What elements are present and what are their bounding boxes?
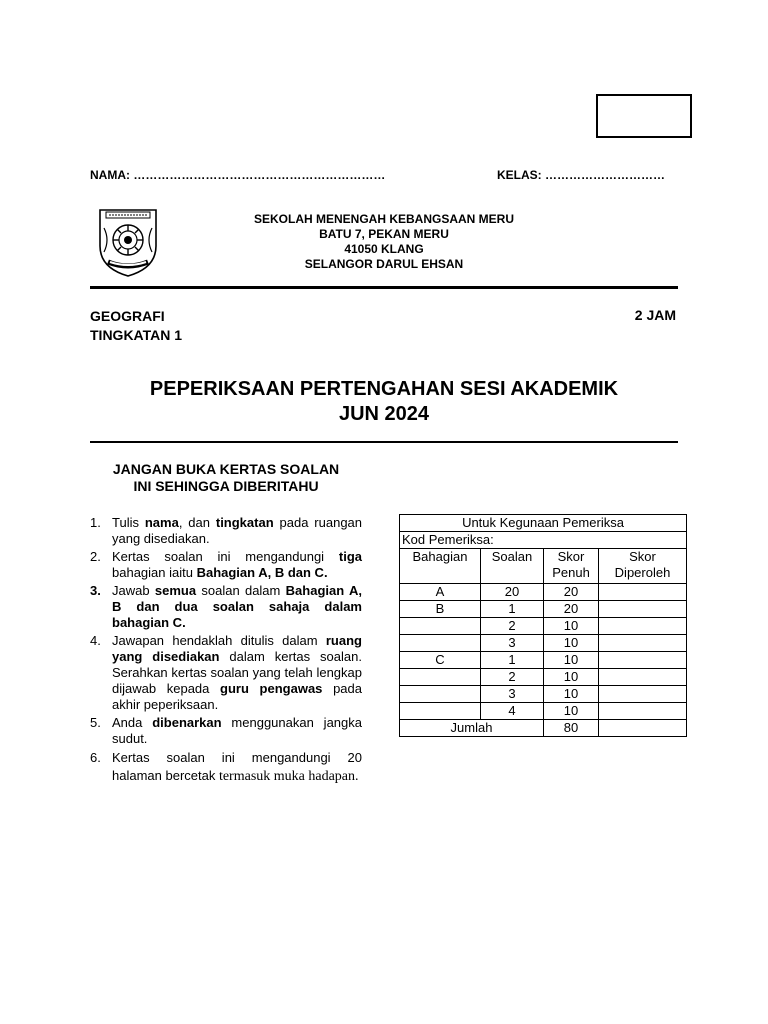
cell-soalan: 1 (481, 601, 544, 618)
table-row (400, 703, 687, 720)
instruction-item (90, 583, 362, 631)
instruction-item (90, 515, 362, 547)
cell-skor-penuh: 10 (544, 618, 599, 635)
instruction-number: 6. (90, 750, 101, 765)
cell-soalan: 1 (481, 652, 544, 669)
cell-skor-diperoleh[interactable] (599, 652, 687, 669)
table-row (400, 669, 687, 686)
cell-skor-penuh: 10 (544, 669, 599, 686)
instruction-text: dalam kertas soalan. Serahkan kertas soalan yang telah lengkap dijawab kepada (112, 649, 362, 696)
total-value: 80 (544, 720, 599, 737)
warning-line1: JANGAN BUKA KERTAS SOALAN (112, 461, 340, 477)
instruction-text: Kertas soalan ini mengandungi 20 halaman bercetak (112, 750, 362, 783)
instruction-item (90, 715, 362, 747)
instruction-text: bahagian iaitu (112, 565, 197, 580)
school-crest-icon (92, 206, 164, 278)
instruction-emphasis: tiga (338, 549, 362, 564)
instruction-emphasis: ruang yang disediakan (112, 633, 362, 664)
header-skor-penuh: Skor Penuh (544, 549, 599, 584)
class-field[interactable]: KELAS: ………………………… (497, 168, 665, 182)
exam-duration: 2 JAM (634, 307, 676, 323)
cell-soalan: 3 (481, 635, 544, 652)
cell-skor-diperoleh[interactable] (599, 618, 687, 635)
instruction-emphasis: Bahagian A, B dan dua soalan sahaja dalam bahagian C. (112, 583, 362, 630)
subject-name: GEOGRAFI (90, 308, 165, 324)
instruction-text: termasuk muka hadapan. (218, 769, 359, 784)
title-divider (90, 441, 678, 443)
examiner-code-field[interactable]: Kod Pemeriksa: (400, 532, 687, 549)
cell-bahagian (400, 669, 481, 686)
cell-soalan: 20 (481, 584, 544, 601)
examiner-table (399, 514, 687, 737)
table-total-row (400, 720, 687, 737)
subject-block (90, 307, 182, 345)
cell-skor-diperoleh[interactable] (599, 686, 687, 703)
table-row (400, 652, 687, 669)
cell-bahagian (400, 703, 481, 720)
cell-bahagian: C (400, 652, 481, 669)
cell-bahagian: B (400, 601, 481, 618)
instruction-text: menggunakan jangka sudut. (112, 715, 362, 746)
instruction-text: Jawapan hendaklah ditulis dalam (112, 633, 326, 648)
instruction-text: pada akhir peperiksaan. (112, 681, 362, 712)
instruction-number: 2. (90, 549, 101, 564)
score-box (596, 94, 692, 138)
cell-skor-penuh: 20 (544, 584, 599, 601)
header-skor-diperoleh: Skor Diperoleh (599, 549, 687, 584)
cell-skor-diperoleh[interactable] (599, 601, 687, 618)
cell-soalan: 2 (481, 669, 544, 686)
instruction-text: Tulis (112, 515, 145, 530)
exam-title-line2: JUN 2024 (338, 403, 430, 425)
table-row (400, 635, 687, 652)
cell-skor-diperoleh[interactable] (599, 703, 687, 720)
name-field[interactable]: NAMA: ……………………………………………………… (90, 168, 386, 182)
cell-bahagian (400, 686, 481, 703)
school-address-line: BATU 7, PEKAN MERU (319, 227, 449, 241)
school-address (200, 212, 568, 272)
cell-skor-penuh: 20 (544, 601, 599, 618)
instruction-emphasis: nama (144, 515, 179, 530)
exam-title-line1: PEPERIKSAAN PERTENGAHAN SESI AKADEMIK (149, 378, 619, 400)
instruction-text: Kertas soalan ini mengandungi (112, 549, 339, 564)
cell-skor-diperoleh[interactable] (599, 669, 687, 686)
exam-title (90, 377, 678, 427)
instruction-emphasis: tingkatan (215, 515, 274, 530)
cell-bahagian (400, 635, 481, 652)
instruction-emphasis: guru pengawas (220, 681, 323, 696)
total-obtained[interactable] (599, 720, 687, 737)
cell-skor-diperoleh[interactable] (599, 584, 687, 601)
school-name: SEKOLAH MENENGAH KEBANGSAAN MERU (253, 212, 514, 226)
cell-skor-diperoleh[interactable] (599, 635, 687, 652)
header-bahagian: Bahagian (400, 549, 481, 584)
header-soalan: Soalan (481, 549, 544, 584)
instruction-number: 5. (90, 715, 101, 730)
cell-soalan: 3 (481, 686, 544, 703)
instruction-emphasis: semua (154, 583, 197, 598)
total-label: Jumlah (400, 720, 544, 737)
instructions-list (90, 515, 362, 788)
examiner-table-title: Untuk Kegunaan Pemeriksa (400, 515, 687, 532)
cell-skor-penuh: 10 (544, 652, 599, 669)
instruction-item (90, 749, 362, 786)
school-state: SELANGOR DARUL EHSAN (304, 257, 464, 271)
instruction-item (90, 549, 362, 581)
cell-skor-penuh: 10 (544, 703, 599, 720)
cell-soalan: 2 (481, 618, 544, 635)
instruction-number: 4. (90, 633, 101, 648)
instruction-text: soalan dalam (196, 583, 286, 598)
cell-skor-penuh: 10 (544, 686, 599, 703)
table-row (400, 584, 687, 601)
table-row (400, 618, 687, 635)
instruction-text: Anda (112, 715, 153, 730)
table-row (400, 601, 687, 618)
header-divider (90, 286, 678, 289)
cell-soalan: 4 (481, 703, 544, 720)
instruction-emphasis: dibenarkan (152, 715, 222, 730)
instruction-emphasis: Bahagian A, B dan C. (196, 565, 328, 580)
cell-bahagian (400, 618, 481, 635)
instruction-number: 3. (90, 583, 101, 598)
subject-level: TINGKATAN 1 (90, 327, 183, 343)
instruction-number: 1. (90, 515, 101, 530)
warning-notice (90, 461, 362, 495)
table-row (400, 686, 687, 703)
instruction-item (90, 633, 362, 713)
instruction-text: pada ruangan yang disediakan. (112, 515, 363, 546)
warning-line2: INI SEHINGGA DIBERITAHU (133, 478, 319, 494)
cell-bahagian: A (400, 584, 481, 601)
instruction-text: Jawab (112, 583, 155, 598)
cell-skor-penuh: 10 (544, 635, 599, 652)
instruction-text: , dan (178, 515, 216, 530)
school-postcode: 41050 KLANG (344, 242, 424, 256)
